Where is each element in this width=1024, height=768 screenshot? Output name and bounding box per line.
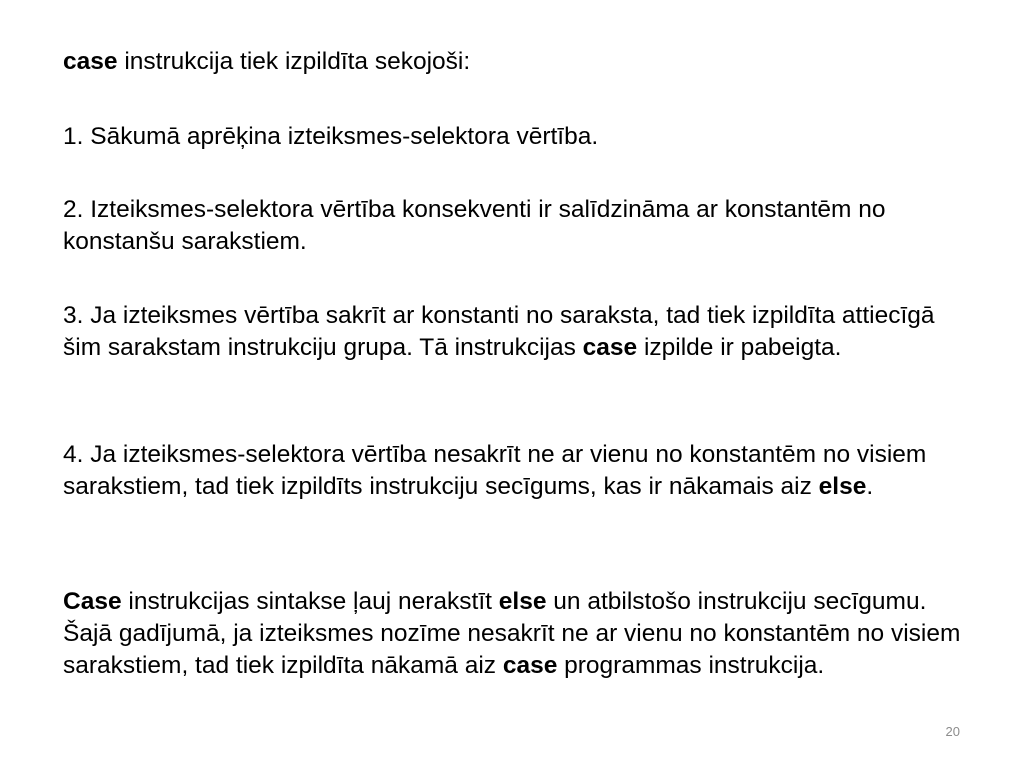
intro-text: instrukcija tiek izpildīta sekojoši: <box>117 48 471 75</box>
step-1-text: 1. Sākumā aprēķina izteiksmes-selektora vērtība. <box>63 123 599 150</box>
keyword-else: else <box>498 588 547 615</box>
step-1-paragraph <box>63 121 963 153</box>
syntax-note-paragraph <box>63 586 963 682</box>
page-number: 20 <box>945 724 960 739</box>
step-2-text: 2. Izteiksmes-selektora vērtība konsekventi ir salīdzināma ar konstantēm no konstanšu sarakstiem. <box>63 196 886 255</box>
step-3-text: 3. Ja izteiksmes vērtība sakrīt ar konstanti no saraksta, tad tiek izpildīta attiecīgā šim sarakstam instrukciju grupa. Tā instrukcijas <box>63 302 935 361</box>
step-3-paragraph <box>63 300 963 364</box>
keyword-case: case <box>502 652 558 679</box>
keyword-case: case <box>582 334 638 361</box>
keyword-case: case <box>63 48 118 75</box>
keyword-else: else <box>818 473 867 500</box>
syntax-note-text-1: instrukcijas sintakse ļauj nerakstīt <box>121 588 499 615</box>
step-2-paragraph <box>63 194 963 258</box>
intro-paragraph <box>63 46 963 78</box>
step-4-paragraph <box>63 439 963 503</box>
step-4-text: 4. Ja izteiksmes-selektora vērtība nesakrīt ne ar vienu no konstantēm no visiem sarakstiem, tad tiek izpildīts instrukciju secīgums, kas ir nākamais aiz <box>63 441 927 500</box>
syntax-note-text-2: un atbilstošo instrukciju secīgumu. Šajā gadījumā, ja izteiksmes nozīme nesakrīt ne ar vienu no konstantēm no visiem sarakstiem, tad tiek izpildīta nākamā aiz <box>63 588 961 679</box>
step-3-text-end: izpilde ir pabeigta. <box>637 334 842 361</box>
syntax-note-text-3: programmas instrukcija. <box>557 652 825 679</box>
step-4-text-end: . <box>866 473 874 500</box>
keyword-case: Case <box>63 588 122 615</box>
